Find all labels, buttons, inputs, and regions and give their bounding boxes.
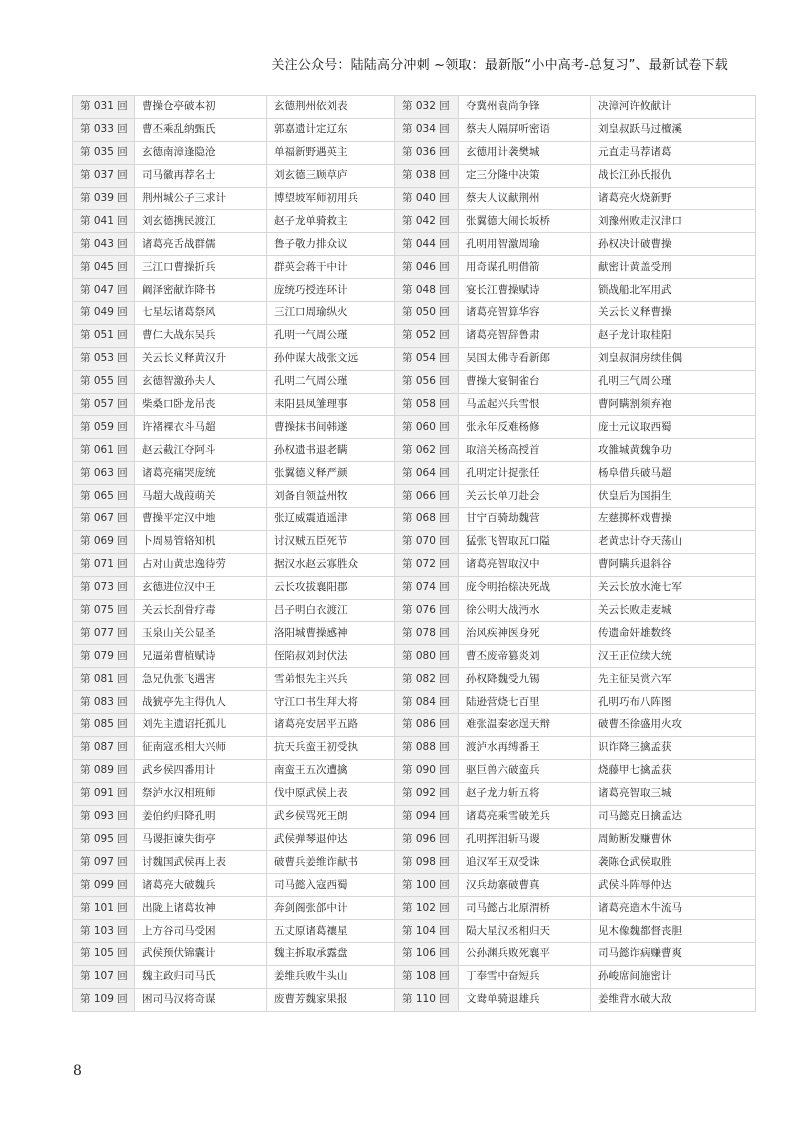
chapter-number: 第 097 回 bbox=[73, 851, 135, 874]
chapter-title-second-line: 袭陈仓武侯取胜 bbox=[591, 851, 756, 874]
table-row bbox=[73, 576, 756, 599]
chapter-title-first-line: 七星坛诸葛祭风 bbox=[135, 302, 267, 325]
chapter-title-second-line: 吕子明白衣渡江 bbox=[267, 599, 395, 622]
chapter-title-second-line: 伏皇后为国捐生 bbox=[591, 485, 756, 508]
chapter-title-second-line: 南蛮王五次遭擒 bbox=[267, 759, 395, 782]
table-row bbox=[73, 347, 756, 370]
chapter-title-second-line: 雪弟恨先主兴兵 bbox=[267, 668, 395, 691]
chapter-title-second-line: 讨汉贼五臣死节 bbox=[267, 530, 395, 553]
chapter-title-first-line: 武侯预伏锦囊计 bbox=[135, 942, 267, 965]
chapter-title-first-line: 赵子龙力斩五将 bbox=[459, 782, 591, 805]
chapter-number: 第 086 回 bbox=[395, 714, 459, 737]
table-row bbox=[73, 439, 756, 462]
chapter-number: 第 053 回 bbox=[73, 347, 135, 370]
table-row bbox=[73, 393, 756, 416]
chapter-title-second-line: 诸葛亮造木牛流马 bbox=[591, 897, 756, 920]
table-row bbox=[73, 988, 756, 1011]
chapter-title-first-line: 渡泸水再缚番王 bbox=[459, 736, 591, 759]
table-row bbox=[73, 508, 756, 531]
chapter-title-second-line: 孙权遗书退老瞒 bbox=[267, 439, 395, 462]
chapter-number: 第 058 回 bbox=[395, 393, 459, 416]
table-row bbox=[73, 645, 756, 668]
table-row bbox=[73, 118, 756, 141]
table-row bbox=[73, 553, 756, 576]
chapter-title-second-line: 庞士元议取西蜀 bbox=[591, 416, 756, 439]
chapter-number: 第 082 回 bbox=[395, 668, 459, 691]
chapter-title-first-line: 征南寇丞相大兴师 bbox=[135, 736, 267, 759]
chapter-title-second-line: 刘玄德三顾草庐 bbox=[267, 164, 395, 187]
chapter-title-first-line: 武乡侯四番用计 bbox=[135, 759, 267, 782]
chapter-title-second-line: 孔明二气周公瑾 bbox=[267, 370, 395, 393]
chapter-title-first-line: 祭泸水汉相班师 bbox=[135, 782, 267, 805]
chapter-title-first-line: 姜伯约归降孔明 bbox=[135, 805, 267, 828]
chapter-number: 第 033 回 bbox=[73, 118, 135, 141]
chapter-title-second-line: 武侯斗阵辱仲达 bbox=[591, 874, 756, 897]
chapter-title-first-line: 徐公明大战沔水 bbox=[459, 599, 591, 622]
chapter-title-first-line: 司马懿占北原渭桥 bbox=[459, 897, 591, 920]
chapter-title-first-line: 柴桑口卧龙吊丧 bbox=[135, 393, 267, 416]
chapter-title-second-line: 周鲂断发赚曹休 bbox=[591, 828, 756, 851]
chapter-title-first-line: 陆逊营烧七百里 bbox=[459, 691, 591, 714]
chapter-title-second-line: 孔明三气周公瑾 bbox=[591, 370, 756, 393]
chapter-title-second-line: 诸葛亮火烧新野 bbox=[591, 187, 756, 210]
chapter-title-first-line: 诸葛亮舌战群儒 bbox=[135, 233, 267, 256]
chapter-number: 第 047 回 bbox=[73, 279, 135, 302]
chapter-title-second-line: 关云长义释曹操 bbox=[591, 302, 756, 325]
chapter-number: 第 061 回 bbox=[73, 439, 135, 462]
chapter-title-second-line: 守江口书生拜大将 bbox=[267, 691, 395, 714]
chapter-title-second-line: 魏主拆取承露盘 bbox=[267, 942, 395, 965]
chapter-number: 第 065 回 bbox=[73, 485, 135, 508]
chapter-title-first-line: 孔明挥泪斩马谡 bbox=[459, 828, 591, 851]
chapter-number: 第 081 回 bbox=[73, 668, 135, 691]
chapter-number: 第 046 回 bbox=[395, 256, 459, 279]
table-row bbox=[73, 805, 756, 828]
table-row bbox=[73, 874, 756, 897]
chapter-title-first-line: 甘宁百骑劫魏营 bbox=[459, 508, 591, 531]
table-row bbox=[73, 164, 756, 187]
chapter-title-first-line: 诸葛亮智算华容 bbox=[459, 302, 591, 325]
chapter-title-first-line: 赵云截江夺阿斗 bbox=[135, 439, 267, 462]
chapter-title-first-line: 猛张飞智取瓦口隘 bbox=[459, 530, 591, 553]
chapter-title-second-line: 据汉水赵云寡胜众 bbox=[267, 553, 395, 576]
chapter-title-first-line: 诸葛亮智取汉中 bbox=[459, 553, 591, 576]
chapter-number: 第 060 回 bbox=[395, 416, 459, 439]
table-row bbox=[73, 141, 756, 164]
chapter-title-second-line: 赵子龙计取桂阳 bbox=[591, 324, 756, 347]
chapter-title-second-line: 耒阳县凤雏理事 bbox=[267, 393, 395, 416]
chapter-title-second-line: 孔明一气周公瑾 bbox=[267, 324, 395, 347]
chapter-number: 第 056 回 bbox=[395, 370, 459, 393]
table-row bbox=[73, 485, 756, 508]
chapter-number: 第 052 回 bbox=[395, 324, 459, 347]
table-row bbox=[73, 370, 756, 393]
chapter-title-second-line: 杨阜借兵破马超 bbox=[591, 462, 756, 485]
chapter-title-first-line: 曹丕废帝篡炎刘 bbox=[459, 645, 591, 668]
chapter-title-first-line: 张永年反难杨修 bbox=[459, 416, 591, 439]
chapter-title-first-line: 战猇亭先主得仇人 bbox=[135, 691, 267, 714]
chapter-title-second-line: 献密计黄盖受刑 bbox=[591, 256, 756, 279]
chapter-title-first-line: 曹丕乘乱纳甄氏 bbox=[135, 118, 267, 141]
chapter-title-first-line: 诸葛亮痛哭庞统 bbox=[135, 462, 267, 485]
table-row bbox=[73, 714, 756, 737]
chapter-title-second-line: 破曹兵姜维诈献书 bbox=[267, 851, 395, 874]
chapter-title-second-line: 侄陷叔刘封伏法 bbox=[267, 645, 395, 668]
chapter-title-first-line: 玄德进位汉中王 bbox=[135, 576, 267, 599]
table-row bbox=[73, 187, 756, 210]
chapter-title-second-line: 博望坡军师初用兵 bbox=[267, 187, 395, 210]
chapter-title-second-line: 废曹芳魏家果报 bbox=[267, 988, 395, 1011]
chapter-title-second-line: 群英会蒋干中计 bbox=[267, 256, 395, 279]
chapter-number: 第 075 回 bbox=[73, 599, 135, 622]
chapter-title-first-line: 司马徽再荐名士 bbox=[135, 164, 267, 187]
chapter-number: 第 089 回 bbox=[73, 759, 135, 782]
chapter-title-second-line: 鲁子敬力排众议 bbox=[267, 233, 395, 256]
chapter-number: 第 059 回 bbox=[73, 416, 135, 439]
chapter-number: 第 100 回 bbox=[395, 874, 459, 897]
chapter-title-second-line: 孙峻席间施密计 bbox=[591, 965, 756, 988]
table-row bbox=[73, 324, 756, 347]
chapter-number: 第 049 回 bbox=[73, 302, 135, 325]
chapter-title-first-line: 玄德智激孙夫人 bbox=[135, 370, 267, 393]
chapter-title-first-line: 刘先主遗诏托孤儿 bbox=[135, 714, 267, 737]
chapter-title-second-line: 传遗命奸雄数终 bbox=[591, 622, 756, 645]
chapter-title-second-line: 烧藤甲七擒孟获 bbox=[591, 759, 756, 782]
chapter-number: 第 069 回 bbox=[73, 530, 135, 553]
chapter-title-first-line: 三江口曹操折兵 bbox=[135, 256, 267, 279]
chapter-title-second-line: 云长攻拔襄阳郡 bbox=[267, 576, 395, 599]
chapter-number: 第 043 回 bbox=[73, 233, 135, 256]
chapter-title-second-line: 郭嘉遗计定辽东 bbox=[267, 118, 395, 141]
chapter-number: 第 038 回 bbox=[395, 164, 459, 187]
chapter-number: 第 108 回 bbox=[395, 965, 459, 988]
chapter-title-first-line: 占对山黄忠逸待劳 bbox=[135, 553, 267, 576]
chapter-title-second-line: 抗天兵蛮王初受执 bbox=[267, 736, 395, 759]
table-row bbox=[73, 942, 756, 965]
chapter-number: 第 051 回 bbox=[73, 324, 135, 347]
chapter-title-first-line: 困司马汉将奇谋 bbox=[135, 988, 267, 1011]
chapter-number: 第 080 回 bbox=[395, 645, 459, 668]
chapter-title-second-line: 庞统巧授连环计 bbox=[267, 279, 395, 302]
chapter-title-first-line: 诸葛亮智辞鲁肃 bbox=[459, 324, 591, 347]
chapter-number: 第 104 回 bbox=[395, 920, 459, 943]
chapter-number: 第 092 回 bbox=[395, 782, 459, 805]
chapter-title-second-line: 识诈降三擒孟获 bbox=[591, 736, 756, 759]
chapter-title-second-line: 曹阿瞒割须弃袍 bbox=[591, 393, 756, 416]
chapter-title-second-line: 赵子龙单骑救主 bbox=[267, 210, 395, 233]
chapter-number: 第 077 回 bbox=[73, 622, 135, 645]
chapter-title-second-line: 司马懿入寇西蜀 bbox=[267, 874, 395, 897]
chapter-title-second-line: 曹阿瞒兵退斜谷 bbox=[591, 553, 756, 576]
chapter-number: 第 041 回 bbox=[73, 210, 135, 233]
chapter-number: 第 079 回 bbox=[73, 645, 135, 668]
chapter-number: 第 036 回 bbox=[395, 141, 459, 164]
chapter-number: 第 031 回 bbox=[73, 96, 135, 119]
chapter-title-second-line: 左慈掷杯戏曹操 bbox=[591, 508, 756, 531]
chapter-title-first-line: 出陇上诸葛妆神 bbox=[135, 897, 267, 920]
chapter-title-first-line: 蔡夫人议献荆州 bbox=[459, 187, 591, 210]
chapter-number: 第 101 回 bbox=[73, 897, 135, 920]
chapter-number: 第 057 回 bbox=[73, 393, 135, 416]
page-number: 8 bbox=[73, 1063, 82, 1079]
chapter-number: 第 040 回 bbox=[395, 187, 459, 210]
chapter-title-first-line: 治风疾神医身死 bbox=[459, 622, 591, 645]
table-row bbox=[73, 622, 756, 645]
chapter-title-second-line: 孙权决计破曹操 bbox=[591, 233, 756, 256]
chapter-number: 第 072 回 bbox=[395, 553, 459, 576]
chapter-number: 第 085 回 bbox=[73, 714, 135, 737]
chapter-title-second-line: 见木像魏都督丧胆 bbox=[591, 920, 756, 943]
chapter-title-second-line: 关云长放水淹七军 bbox=[591, 576, 756, 599]
chapter-number: 第 050 回 bbox=[395, 302, 459, 325]
chapter-number: 第 042 回 bbox=[395, 210, 459, 233]
chapter-title-first-line: 陨大星汉丞相归天 bbox=[459, 920, 591, 943]
chapter-number: 第 070 回 bbox=[395, 530, 459, 553]
chapter-title-first-line: 定三分隆中决策 bbox=[459, 164, 591, 187]
chapter-title-first-line: 追汉军王双受诛 bbox=[459, 851, 591, 874]
table-row bbox=[73, 210, 756, 233]
chapter-title-second-line: 姜维兵败牛头山 bbox=[267, 965, 395, 988]
chapter-title-first-line: 兄逼弟曹植赋诗 bbox=[135, 645, 267, 668]
table-row bbox=[73, 759, 756, 782]
chapter-title-first-line: 马超大战葭萌关 bbox=[135, 485, 267, 508]
chapter-title-first-line: 张翼德大闹长坂桥 bbox=[459, 210, 591, 233]
chapter-title-first-line: 许褚裸衣斗马超 bbox=[135, 416, 267, 439]
chapter-number: 第 066 回 bbox=[395, 485, 459, 508]
chapter-title-second-line: 诸葛亮安居平五路 bbox=[267, 714, 395, 737]
table-row bbox=[73, 530, 756, 553]
chapter-title-first-line: 庞令明抬榇决死战 bbox=[459, 576, 591, 599]
chapter-title-first-line: 取涪关杨高授首 bbox=[459, 439, 591, 462]
chapter-title-second-line: 锁战船北军用武 bbox=[591, 279, 756, 302]
chapter-number: 第 084 回 bbox=[395, 691, 459, 714]
chapter-title-second-line: 司马懿诈病赚曹爽 bbox=[591, 942, 756, 965]
chapter-title-second-line: 武乡侯骂死王朗 bbox=[267, 805, 395, 828]
chapter-title-second-line: 武侯弹琴退仲达 bbox=[267, 828, 395, 851]
chapter-number: 第 099 回 bbox=[73, 874, 135, 897]
table-row bbox=[73, 599, 756, 622]
chapter-title-first-line: 夺冀州袁尚争锋 bbox=[459, 96, 591, 119]
chapter-number: 第 039 回 bbox=[73, 187, 135, 210]
chapter-number: 第 032 回 bbox=[395, 96, 459, 119]
chapter-title-first-line: 驱巨兽六破蛮兵 bbox=[459, 759, 591, 782]
chapter-number: 第 048 回 bbox=[395, 279, 459, 302]
chapter-table-body bbox=[73, 96, 756, 1012]
chapter-number: 第 063 回 bbox=[73, 462, 135, 485]
chapter-title-first-line: 魏主政归司马氏 bbox=[135, 965, 267, 988]
chapter-number: 第 067 回 bbox=[73, 508, 135, 531]
chapter-number: 第 078 回 bbox=[395, 622, 459, 645]
chapter-title-second-line: 司马懿克日擒孟达 bbox=[591, 805, 756, 828]
table-row bbox=[73, 96, 756, 119]
chapter-number: 第 090 回 bbox=[395, 759, 459, 782]
chapter-title-first-line: 诸葛亮乘雪破羌兵 bbox=[459, 805, 591, 828]
table-row bbox=[73, 233, 756, 256]
table-row bbox=[73, 279, 756, 302]
chapter-title-second-line: 刘备自领益州牧 bbox=[267, 485, 395, 508]
chapter-title-first-line: 曹仁大战东吴兵 bbox=[135, 324, 267, 347]
chapter-number: 第 106 回 bbox=[395, 942, 459, 965]
chapter-title-second-line: 汉王正位续大统 bbox=[591, 645, 756, 668]
chapter-title-second-line: 奔剑阁张郃中计 bbox=[267, 897, 395, 920]
chapter-number: 第 110 回 bbox=[395, 988, 459, 1011]
chapter-title-first-line: 讨魏国武侯再上表 bbox=[135, 851, 267, 874]
table-row bbox=[73, 828, 756, 851]
chapter-title-second-line: 张辽威震逍遥津 bbox=[267, 508, 395, 531]
chapter-number: 第 045 回 bbox=[73, 256, 135, 279]
chapter-number: 第 034 回 bbox=[395, 118, 459, 141]
chapter-title-first-line: 汉兵劫寨破曹真 bbox=[459, 874, 591, 897]
chapter-number: 第 064 回 bbox=[395, 462, 459, 485]
chapter-title-second-line: 单福新野遇英主 bbox=[267, 141, 395, 164]
table-row bbox=[73, 691, 756, 714]
chapter-number: 第 068 回 bbox=[395, 508, 459, 531]
chapter-title-second-line: 三江口周瑜纵火 bbox=[267, 302, 395, 325]
chapter-title-second-line: 伐中原武侯上表 bbox=[267, 782, 395, 805]
chapter-title-first-line: 孔明定计捉张任 bbox=[459, 462, 591, 485]
chapter-number: 第 035 回 bbox=[73, 141, 135, 164]
chapter-title-second-line: 老黄忠计夺天荡山 bbox=[591, 530, 756, 553]
chapter-title-first-line: 曹操平定汉中地 bbox=[135, 508, 267, 531]
table-row bbox=[73, 302, 756, 325]
chapter-number: 第 062 回 bbox=[395, 439, 459, 462]
chapter-title-first-line: 玄德用计袭樊城 bbox=[459, 141, 591, 164]
chapter-title-second-line: 曹操抹书间韩遂 bbox=[267, 416, 395, 439]
table-row bbox=[73, 462, 756, 485]
chapter-title-first-line: 孔明用智激周瑜 bbox=[459, 233, 591, 256]
chapter-title-first-line: 玉泉山关公显圣 bbox=[135, 622, 267, 645]
chapter-title-second-line: 诸葛亮智取三城 bbox=[591, 782, 756, 805]
chapter-number: 第 098 回 bbox=[395, 851, 459, 874]
chapter-title-first-line: 马孟起兴兵雪恨 bbox=[459, 393, 591, 416]
chapter-title-second-line: 元直走马荐诸葛 bbox=[591, 141, 756, 164]
chapter-title-first-line: 阚泽密献诈降书 bbox=[135, 279, 267, 302]
chapter-number: 第 095 回 bbox=[73, 828, 135, 851]
chapter-title-first-line: 吴国太佛寺看新郎 bbox=[459, 347, 591, 370]
chapter-title-first-line: 公孙渊兵败死襄平 bbox=[459, 942, 591, 965]
chapter-title-first-line: 关云长刮骨疗毒 bbox=[135, 599, 267, 622]
chapter-number: 第 054 回 bbox=[395, 347, 459, 370]
chapter-title-second-line: 攻雒城黄魏争功 bbox=[591, 439, 756, 462]
table-row bbox=[73, 736, 756, 759]
chapter-title-first-line: 丁奉雪中奋短兵 bbox=[459, 965, 591, 988]
table-row bbox=[73, 965, 756, 988]
table-row bbox=[73, 782, 756, 805]
chapter-title-second-line: 姜维背水破大敌 bbox=[591, 988, 756, 1011]
chapter-title-second-line: 破曹丕徐盛用火攻 bbox=[591, 714, 756, 737]
chapter-title-second-line: 张翼德义释严颜 bbox=[267, 462, 395, 485]
chapter-number: 第 102 回 bbox=[395, 897, 459, 920]
chapter-title-second-line: 刘皇叔洞房续佳偶 bbox=[591, 347, 756, 370]
chapter-number: 第 037 回 bbox=[73, 164, 135, 187]
table-row bbox=[73, 920, 756, 943]
chapter-number: 第 071 回 bbox=[73, 553, 135, 576]
chapter-number: 第 103 回 bbox=[73, 920, 135, 943]
chapter-title-second-line: 先主征吴赏六军 bbox=[591, 668, 756, 691]
chapter-title-first-line: 马谡拒谏失街亭 bbox=[135, 828, 267, 851]
chapter-number: 第 094 回 bbox=[395, 805, 459, 828]
table-row bbox=[73, 256, 756, 279]
chapter-title-first-line: 用奇谋孔明借箭 bbox=[459, 256, 591, 279]
table-row bbox=[73, 668, 756, 691]
chapter-title-first-line: 难张温秦宓逞天辩 bbox=[459, 714, 591, 737]
chapter-number: 第 083 回 bbox=[73, 691, 135, 714]
chapter-title-first-line: 关云长义释黄汉升 bbox=[135, 347, 267, 370]
chapter-number: 第 044 回 bbox=[395, 233, 459, 256]
chapter-number: 第 091 回 bbox=[73, 782, 135, 805]
table-row bbox=[73, 851, 756, 874]
chapter-title-first-line: 玄德南漳逢隐沧 bbox=[135, 141, 267, 164]
chapter-number: 第 107 回 bbox=[73, 965, 135, 988]
chapter-number: 第 074 回 bbox=[395, 576, 459, 599]
chapter-title-first-line: 关云长单刀赴会 bbox=[459, 485, 591, 508]
chapter-title-second-line: 五丈原诸葛禳星 bbox=[267, 920, 395, 943]
page-header: 关注公众号：陆陆高分冲刺 ~领取：最新版“小中高考-总复习”、最新试卷下载 bbox=[271, 58, 728, 73]
chapter-number: 第 093 回 bbox=[73, 805, 135, 828]
chapter-number: 第 073 回 bbox=[73, 576, 135, 599]
chapter-title-first-line: 宴长江曹操赋诗 bbox=[459, 279, 591, 302]
chapter-title-second-line: 关云长败走麦城 bbox=[591, 599, 756, 622]
chapter-number: 第 105 回 bbox=[73, 942, 135, 965]
chapter-title-first-line: 曹操大宴铜雀台 bbox=[459, 370, 591, 393]
table-row bbox=[73, 416, 756, 439]
chapter-table bbox=[72, 95, 756, 1012]
chapter-title-first-line: 文鸯单骑退雄兵 bbox=[459, 988, 591, 1011]
chapter-title-first-line: 刘玄德携民渡江 bbox=[135, 210, 267, 233]
chapter-title-second-line: 孙仲谋大战张文远 bbox=[267, 347, 395, 370]
chapter-title-second-line: 孔明巧布八阵图 bbox=[591, 691, 756, 714]
chapter-title-first-line: 急兄仇张飞遇害 bbox=[135, 668, 267, 691]
chapter-number: 第 055 回 bbox=[73, 370, 135, 393]
chapter-title-first-line: 诸葛亮大破魏兵 bbox=[135, 874, 267, 897]
chapter-number: 第 109 回 bbox=[73, 988, 135, 1011]
chapter-number: 第 088 回 bbox=[395, 736, 459, 759]
chapter-title-first-line: 孙权降魏受九锡 bbox=[459, 668, 591, 691]
chapter-number: 第 076 回 bbox=[395, 599, 459, 622]
chapter-title-second-line: 刘豫州败走汉津口 bbox=[591, 210, 756, 233]
chapter-title-second-line: 刘皇叔跃马过檀溪 bbox=[591, 118, 756, 141]
chapter-title-first-line: 荆州城公子三求计 bbox=[135, 187, 267, 210]
chapter-title-first-line: 蔡夫人隔屏听密语 bbox=[459, 118, 591, 141]
chapter-title-second-line: 玄德荆州依刘表 bbox=[267, 96, 395, 119]
chapter-number: 第 096 回 bbox=[395, 828, 459, 851]
chapter-title-first-line: 曹操仓亭破本初 bbox=[135, 96, 267, 119]
chapter-number: 第 087 回 bbox=[73, 736, 135, 759]
chapter-title-second-line: 决漳河许攸献计 bbox=[591, 96, 756, 119]
chapter-title-first-line: 上方谷司马受困 bbox=[135, 920, 267, 943]
table-row bbox=[73, 897, 756, 920]
chapter-title-second-line: 洛阳城曹操感神 bbox=[267, 622, 395, 645]
chapter-title-first-line: 卜周易管辂知机 bbox=[135, 530, 267, 553]
chapter-title-second-line: 战长江孙氏报仇 bbox=[591, 164, 756, 187]
